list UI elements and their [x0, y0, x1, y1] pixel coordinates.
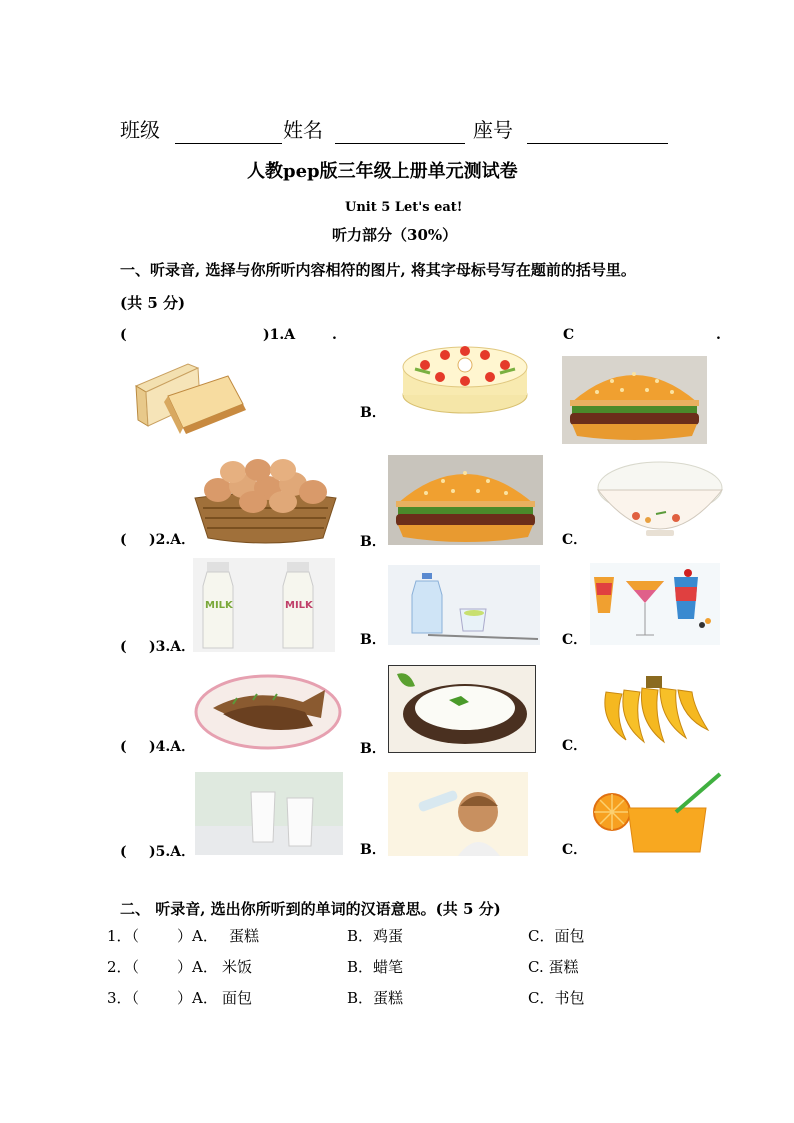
s2-q3-close: ）A． — [177, 989, 218, 1007]
cake-image[interactable] — [395, 325, 535, 417]
rice-bowl-image[interactable] — [596, 458, 724, 540]
q4-label: )4.A． — [149, 739, 196, 755]
q1-dot: . — [332, 327, 337, 343]
q2-label: )2.A． — [149, 532, 196, 548]
water-bottle-icon — [412, 573, 538, 639]
hamburger-icon — [570, 372, 699, 440]
eggs-basket-icon — [195, 459, 336, 543]
q1-c-label: C — [563, 327, 575, 343]
hamburger-icon — [396, 471, 535, 542]
q3-b-label: B． — [360, 632, 386, 648]
s2-q3-c: C．书包 — [528, 989, 585, 1007]
eggs-image[interactable] — [193, 458, 338, 544]
q1-dot2: . — [716, 327, 721, 343]
q4-b-label: B． — [360, 741, 386, 757]
q5-paren-open: ( — [120, 844, 127, 860]
fish-plate-icon — [196, 676, 340, 748]
s2-q1-b: B．鸡蛋 — [347, 927, 404, 945]
cocktail-icon — [594, 569, 711, 635]
section1-instruction: 一、听录音, 选择与你所听内容相符的图片, 将其字母标号写在题前的括号里。 — [120, 261, 636, 279]
rice-plate-image[interactable] — [388, 665, 536, 753]
q3-label: )3.A． — [149, 639, 196, 655]
orange-juice-image[interactable] — [590, 772, 728, 856]
bananas-image[interactable] — [596, 672, 714, 744]
q2-paren-open: ( — [120, 532, 127, 548]
drinking-water-image[interactable] — [388, 772, 528, 856]
cake-icon — [403, 346, 527, 413]
banana-icon — [605, 676, 708, 742]
s2-q1-c: C．面包 — [528, 927, 585, 945]
page-title: 人教pep版三年级上册单元测试卷 — [247, 161, 518, 182]
seat-blank[interactable] — [527, 143, 668, 144]
svg-text:MILK: MILK — [285, 600, 313, 611]
q2-c-label: C． — [562, 532, 588, 548]
class-blank[interactable] — [175, 143, 282, 144]
section2-instruction: 二、 听录音, 选出你所听到的单词的汉语意思。(共 5 分) — [120, 900, 501, 918]
s2-q1-close: ）A． — [177, 927, 218, 945]
cocktails-image[interactable] — [590, 563, 720, 645]
q3-paren-open: ( — [120, 639, 127, 655]
q1-paren-open: ( — [120, 327, 127, 343]
s2-q2-c: C. 蛋糕 — [528, 958, 579, 976]
q5-c-label: C． — [562, 842, 588, 858]
orange-juice-icon — [594, 774, 720, 852]
s2-q2-a: 米饭 — [222, 958, 253, 976]
unit-title: Unit 5 Let's eat! — [345, 200, 463, 215]
milk-bottles-image[interactable] — [193, 558, 335, 652]
milk-glasses-image[interactable] — [195, 772, 343, 855]
hamburger-image-2[interactable] — [388, 455, 543, 545]
rice-plate-icon — [397, 673, 527, 744]
q3-c-label: C． — [562, 632, 588, 648]
s2-q2-b: B．蜡笔 — [347, 958, 404, 976]
rice-bowl-icon — [598, 462, 722, 536]
s2-q1-num: 1．（ — [107, 927, 140, 945]
q5-b-label: B． — [360, 842, 386, 858]
s2-q3-b: B．蛋糕 — [347, 989, 404, 1007]
s2-q3-a: 面包 — [222, 989, 253, 1007]
listening-heading: 听力部分（30%） — [332, 226, 458, 244]
section1-points: (共 5 分) — [120, 294, 186, 312]
fish-image[interactable] — [193, 668, 343, 752]
class-label: 班级 — [120, 118, 160, 142]
s2-q2-close: ）A． — [177, 958, 218, 976]
water-image[interactable] — [388, 565, 540, 645]
s2-q3-num: 3．（ — [107, 989, 140, 1007]
q2-b-label: B． — [360, 534, 386, 550]
milk-glass-icon — [195, 792, 343, 855]
svg-text:MILK: MILK — [205, 600, 233, 611]
hamburger-image-1[interactable] — [562, 356, 707, 444]
name-blank[interactable] — [335, 143, 465, 144]
s2-q1-a: 蛋糕 — [229, 927, 260, 945]
q4-c-label: C． — [562, 738, 588, 754]
seat-label: 座号 — [473, 118, 513, 142]
bread-image[interactable] — [128, 356, 258, 436]
q1-label: )1.A — [263, 327, 296, 343]
bread-icon — [136, 364, 246, 434]
q4-paren-open: ( — [120, 739, 127, 755]
drinking-girl-icon — [417, 789, 500, 856]
name-label: 姓名 — [283, 118, 323, 142]
q5-label: )5.A． — [149, 844, 196, 860]
milk-bottle-icon — [203, 562, 314, 648]
s2-q2-num: 2．（ — [107, 958, 140, 976]
q1-b-label: B． — [360, 405, 386, 421]
